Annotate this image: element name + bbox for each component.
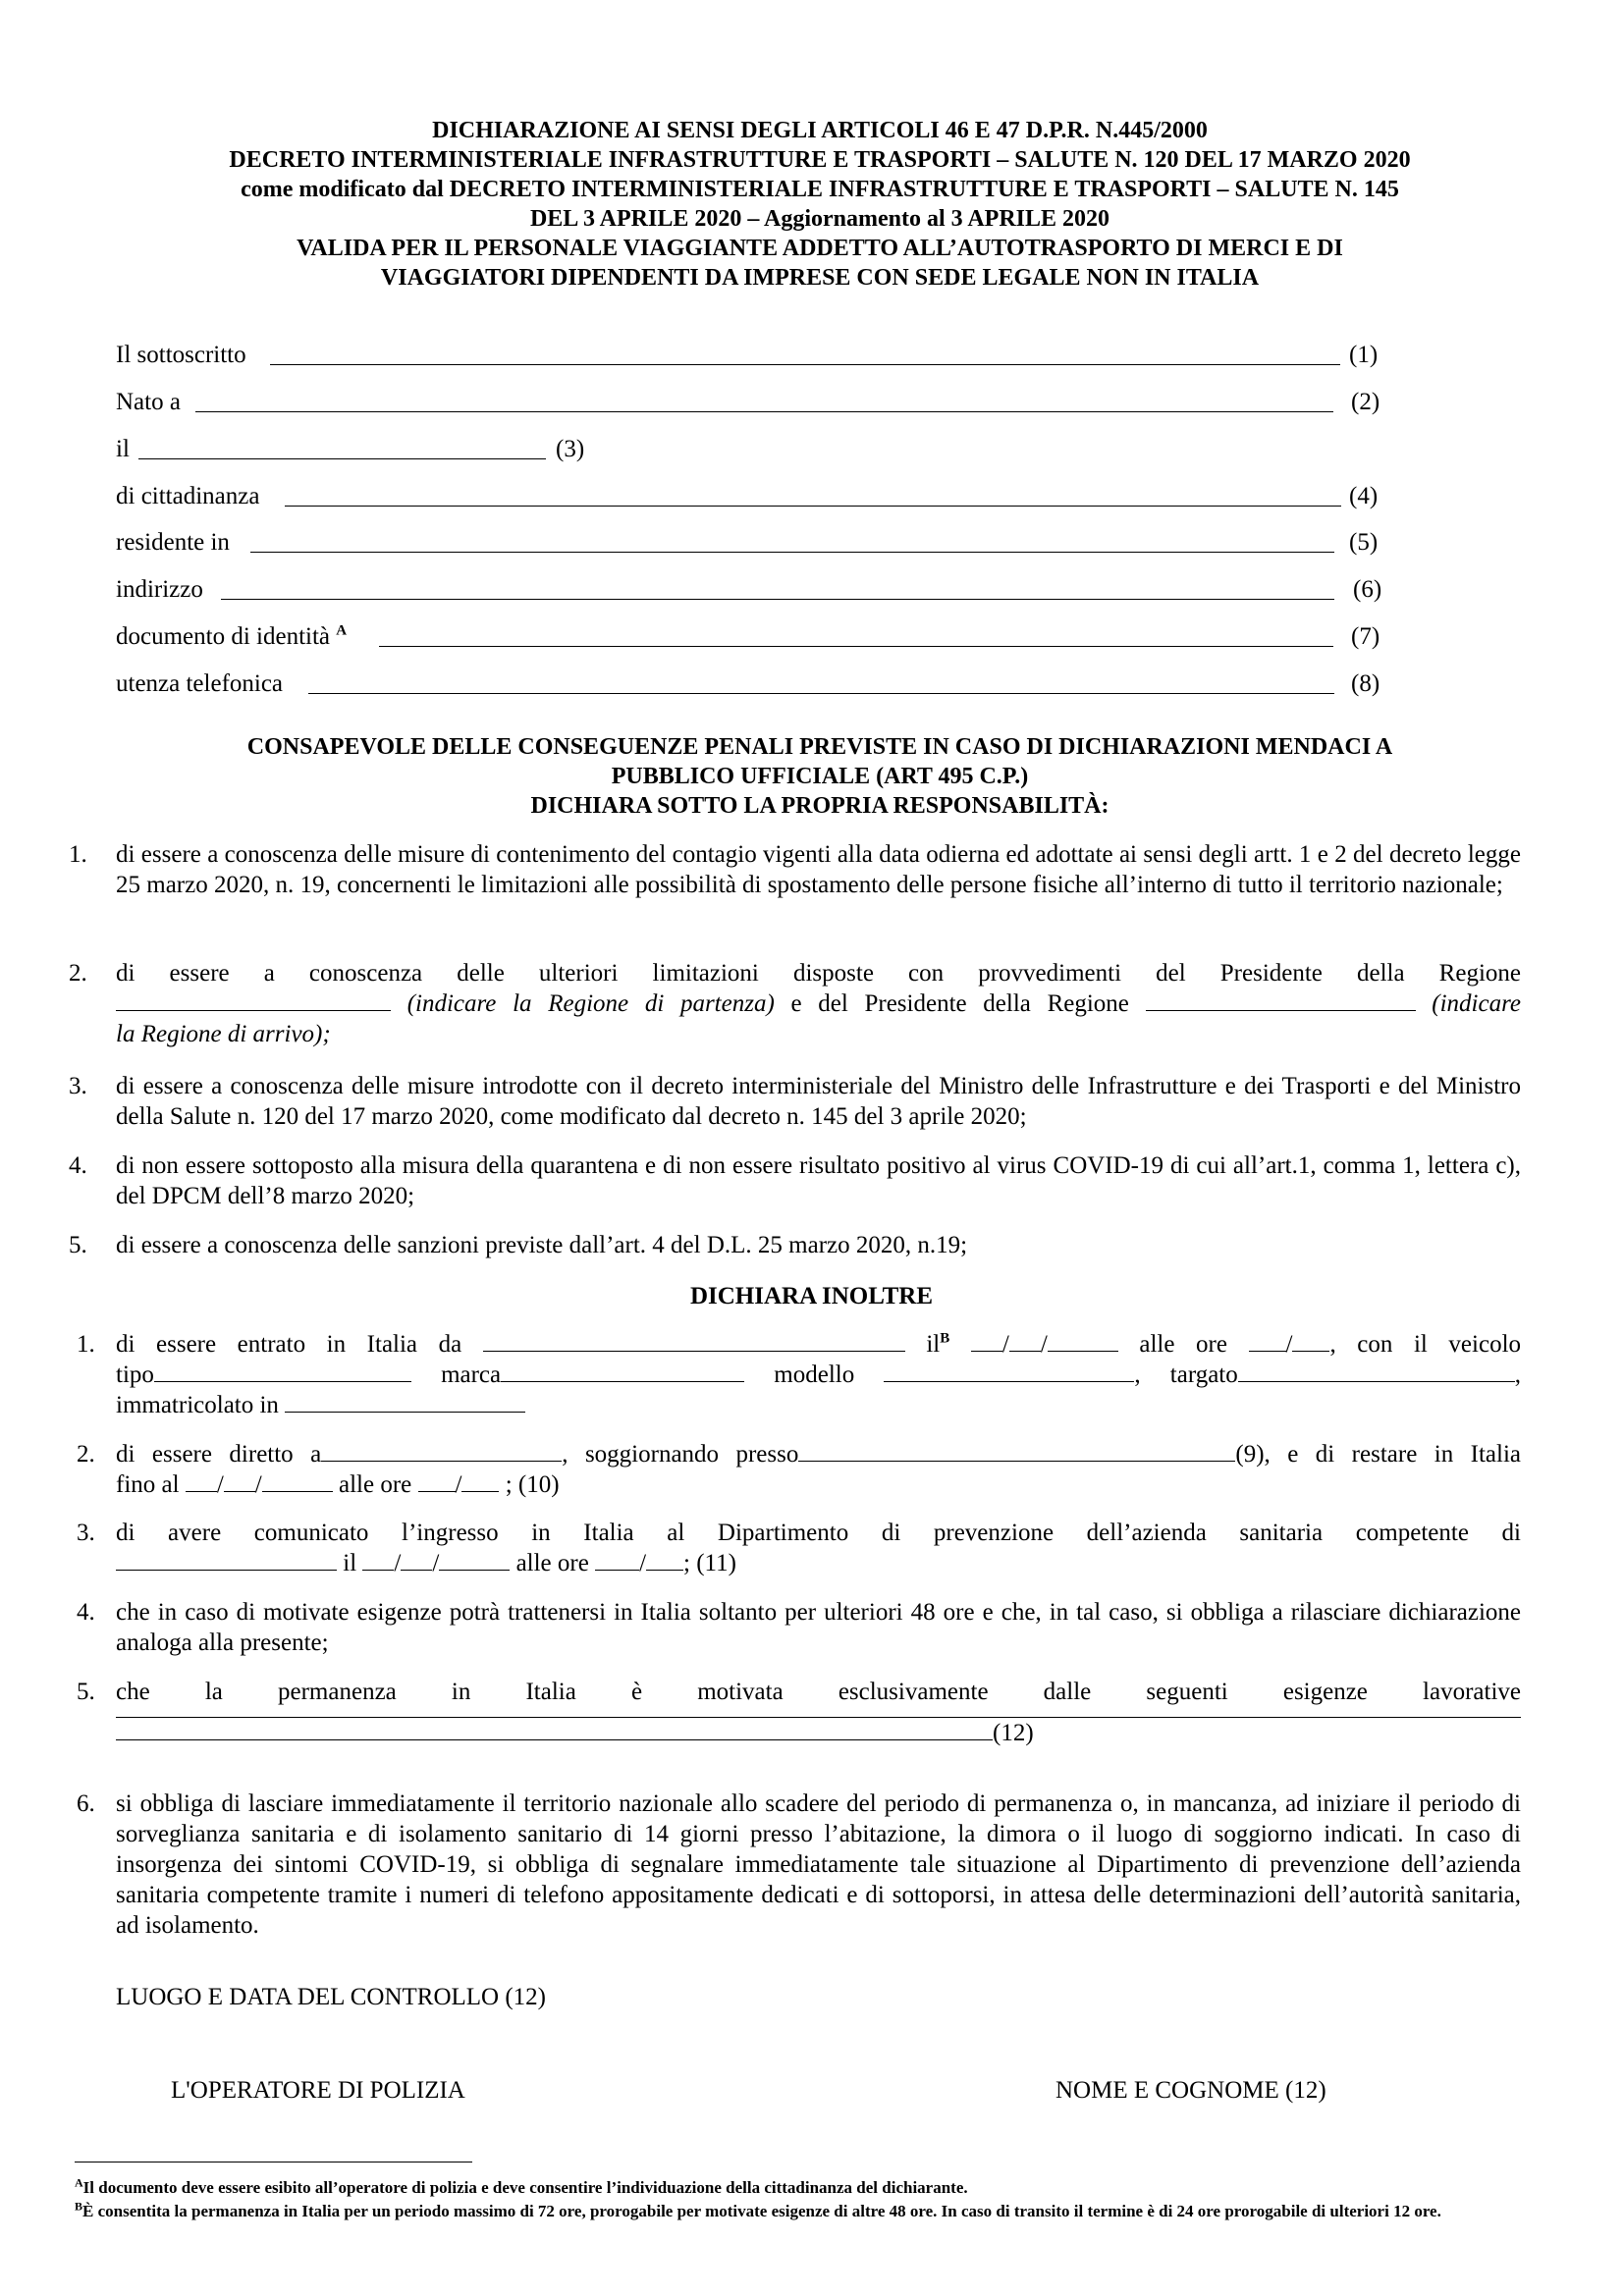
item-text-fragment: ; (11)	[683, 1550, 736, 1576]
item-number: 6.	[77, 1790, 95, 1817]
item-text-line: che la permanenza in Italia è motivata esclusivamente dalle seguenti esigenze lavorative	[116, 1679, 1521, 1705]
field-sottoscritto	[116, 341, 1392, 370]
hint-arrivo: (indicare	[1432, 990, 1521, 1017]
dichiara-item-4	[0, 1150, 1532, 1213]
consapevole-line: PUBBLICO UFFICIALE (ART 495 C.P.)	[611, 764, 1029, 789]
header-line: come modificato dal DECRETO INTERMINISTERIALE INFRASTRUTTURE E TRASPORTI – SALUTE N. 145	[241, 177, 1399, 202]
item-text-line	[116, 1360, 1521, 1390]
dichiara-heading: DICHIARA SOTTO LA PROPRIA RESPONSABILITÀ:	[530, 793, 1109, 819]
field-number: (4)	[1349, 483, 1379, 509]
item-text: di essere a conoscenza delle misure introdotte con il decreto interministeriale del Ministro delle Infrastrutture e dei Trasporti e del Ministro della Salute n. 120 del 17 marzo 2020, come modificato dal decreto n. 145 del 3 aprile 2020;	[116, 1073, 1521, 1130]
fino-giorno-input[interactable]	[186, 1469, 217, 1492]
nato-a-input[interactable]	[195, 411, 1333, 412]
item-number: 1.	[77, 1331, 95, 1358]
item-text-line: di essere a conoscenza delle ulteriori limitazioni disposte con provvedimenti del Presidente della Regione	[116, 960, 1521, 987]
field-data-nascita	[116, 435, 705, 464]
consapevole-line: CONSAPEVOLE DELLE CONSEGUENZE PENALI PREVISTE IN CASO DI DICHIARAZIONI MENDACI A	[246, 734, 1393, 760]
residenza-input[interactable]	[250, 552, 1334, 553]
item-text-fragment: (12)	[993, 1720, 1034, 1746]
fino-anno-input[interactable]	[262, 1469, 333, 1492]
field-indirizzo	[116, 575, 1392, 605]
item-text	[116, 1439, 1521, 1500]
fino-minuti-input[interactable]	[461, 1469, 499, 1492]
footnote-a	[75, 2177, 1528, 2199]
comunicazione-minuti-input[interactable]	[646, 1548, 683, 1571]
item-text-fragment: alle ore	[338, 1471, 412, 1498]
nome-cognome: NOME E COGNOME (12)	[1055, 2077, 1326, 2104]
item-text-fragment: e del Presidente della Regione	[790, 990, 1129, 1017]
item-text-fragment: modello	[774, 1362, 855, 1388]
item-text-fragment: ,	[1514, 1362, 1521, 1388]
dichiara-item-2	[0, 958, 1532, 1051]
comunicazione-anno-input[interactable]	[439, 1548, 510, 1571]
footnote-mark: A	[75, 2175, 83, 2190]
item-text-fragment: alle ore	[515, 1550, 589, 1576]
dichiara-inoltre-heading: DICHIARA INOLTRE	[689, 1283, 934, 1309]
ingresso-ora-input[interactable]	[1249, 1329, 1286, 1352]
item-text-fragment: il	[343, 1550, 357, 1576]
inoltre-item-1	[0, 1329, 1532, 1422]
veicolo-marca-input[interactable]	[501, 1360, 744, 1382]
cittadinanza-input[interactable]	[285, 506, 1341, 507]
header-line: DICHIARAZIONE AI SENSI DEGLI ARTICOLI 46 E 47 D.P.R. N.445/2000	[432, 118, 1208, 143]
footnote-text: Il documento deve essere esibito all’operatore di polizia e deve consentire l’individuazione della cittadinanza del dichiarante.	[82, 2178, 968, 2197]
item-number: 4.	[77, 1599, 95, 1626]
veicolo-tipo-input[interactable]	[154, 1360, 411, 1382]
header-line: DECRETO INTERMINISTERIALE INFRASTRUTTURE E TRASPORTI – SALUTE N. 120 DEL 17 MARZO 2020	[229, 147, 1411, 173]
item-number: 3.	[77, 1520, 95, 1546]
item-text	[116, 1518, 1521, 1578]
luogo-data-controllo: LUOGO E DATA DEL CONTROLLO (12)	[116, 1984, 546, 2010]
indirizzo-input[interactable]	[221, 599, 1334, 600]
field-label: Nato a	[116, 389, 181, 415]
comunicazione-mese-input[interactable]	[401, 1548, 432, 1571]
esigenze-lavorative-input-2[interactable]	[116, 1718, 993, 1740]
hint-arrivo-cont: la Regione di arrivo);	[116, 1021, 331, 1047]
dichiara-item-3	[0, 1071, 1532, 1134]
field-residenza	[116, 528, 1392, 558]
footnote-b	[75, 2201, 1528, 2222]
inoltre-item-2	[0, 1439, 1532, 1502]
header-line: VIAGGIATORI DIPENDENTI DA IMPRESE CON SEDE LEGALE NON IN ITALIA	[380, 265, 1260, 291]
asl-competente-input[interactable]	[116, 1548, 337, 1571]
sottoscritto-input[interactable]	[270, 364, 1340, 365]
field-number: (7)	[1351, 623, 1380, 650]
field-label: residente in	[116, 529, 230, 556]
field-label: il	[116, 436, 130, 462]
field-number: (3)	[556, 436, 585, 462]
item-text-fragment: marca	[441, 1362, 502, 1388]
dichiara-item-5	[0, 1230, 1532, 1261]
immatricolazione-input[interactable]	[285, 1390, 525, 1413]
header-line: DEL 3 APRILE 2020 – Aggiornamento al 3 APRILE 2020	[529, 206, 1110, 232]
header-line: VALIDA PER IL PERSONALE VIAGGIANTE ADDETTO ALL’AUTOTRASPORTO DI MERCI E DI	[297, 236, 1343, 261]
footnote-ref-a: A	[336, 622, 348, 639]
footnote-text: È consentita la permanenza in Italia per un periodo massimo di 72 ore, prorogabile per motivate esigenze di altre 48 ore. In caso di transito il termine è di 24 ore prorogabile di ulteriori 12 ore.	[82, 2202, 1441, 2220]
item-text: di non essere sottoposto alla misura della quarantena e di non essere risultato positivo al virus COVID-19 di cui all’art.1, comma 1, lettera c), del DPCM dell’8 marzo 2020;	[116, 1152, 1521, 1209]
footnote-ref-b: B	[940, 1330, 950, 1347]
document-header	[118, 116, 1522, 293]
field-telefono	[116, 669, 1392, 699]
ingresso-anno-input[interactable]	[1048, 1329, 1118, 1352]
field-number: (8)	[1351, 670, 1380, 697]
item-number: 1.	[69, 841, 87, 868]
ingresso-mese-input[interactable]	[1009, 1329, 1041, 1352]
comunicazione-ora-input[interactable]	[595, 1548, 639, 1571]
operatore-polizia: L'OPERATORE DI POLIZIA	[171, 2077, 465, 2104]
documento-input[interactable]	[379, 646, 1333, 647]
regione-arrivo-input[interactable]	[1146, 988, 1416, 1011]
item-text-fragment: di essere diretto a	[116, 1441, 322, 1468]
field-documento	[116, 622, 1392, 652]
data-nascita-input[interactable]	[138, 458, 546, 459]
item-text-line: di avere comunicato l’ingresso in Italia al Dipartimento di prevenzione dell’azienda sanitaria competente di	[116, 1520, 1521, 1546]
item-text	[116, 958, 1521, 1049]
footnote-divider	[75, 2162, 472, 2163]
item-text-fragment: fino al	[116, 1471, 180, 1498]
item-text-fragment: di essere entrato in Italia da	[116, 1331, 462, 1358]
telefono-input[interactable]	[308, 693, 1334, 694]
veicolo-modello-input[interactable]	[884, 1360, 1134, 1382]
item-text-fragment: tipo	[116, 1362, 154, 1388]
item-text-fragment: , soggiornando presso	[562, 1441, 799, 1468]
item-text-line: il / / alle ore / ; (11)	[116, 1548, 1521, 1578]
item-text	[116, 1329, 1521, 1420]
consapevole-heading	[118, 732, 1522, 821]
comunicazione-giorno-input[interactable]	[362, 1548, 394, 1571]
item-number: 5.	[77, 1679, 95, 1705]
item-number: 2.	[77, 1441, 95, 1468]
item-number: 3.	[69, 1073, 87, 1099]
item-text-fragment: ; (10)	[505, 1471, 560, 1498]
field-cittadinanza	[116, 482, 1392, 511]
dichiara-item-1	[0, 839, 1532, 933]
item-text: si obbliga di lasciare immediatamente il territorio nazionale allo scadere del periodo di permanenza o, in mancanza, ad iniziare il periodo di sorveglianza sanitaria e di isolamento sanitario di 14 giorni presso l’abitazione, la dimora o il luogo di soggiorno indicati. In caso di insorgenza dei sintomi COVID-19, si obbliga di segnalare immediatamente tale situazione al Dipartimento di prevenzione dell’azienda sanitaria competente tramite i numeri di telefono appositamente dedicati e di sottoporsi, in attesa delle determinazioni dell’autorità sanitaria, ad isolamento.	[116, 1790, 1521, 1939]
field-number: (5)	[1349, 529, 1379, 556]
item-text-fragment: immatricolato in	[116, 1392, 279, 1418]
item-text-line	[116, 1439, 1521, 1469]
item-number: 2.	[69, 960, 87, 987]
field-label: di cittadinanza	[116, 483, 260, 509]
field-number: (6)	[1353, 576, 1382, 603]
esigenze-lavorative-input[interactable]	[116, 1707, 1521, 1718]
inoltre-item-3	[0, 1518, 1532, 1580]
field-label: documento di identità $^A$	[116, 622, 348, 650]
item-text-fragment: il	[926, 1331, 941, 1358]
fino-mese-input[interactable]	[224, 1469, 255, 1492]
soggiorno-presso-input[interactable]	[798, 1439, 1235, 1462]
item-text: di essere a conoscenza delle misure di contenimento del contagio vigenti alla data odierna ed adottate ai sensi degli artt. 1 e 2 del decreto legge 25 marzo 2020, n. 19, concernenti le limitazioni alle possibilità di spostamento delle persone fisiche all’interno di tutto il territorio nazionale;	[116, 841, 1521, 898]
item-text	[116, 1677, 1521, 1748]
item-text: di essere a conoscenza delle sanzioni previste dall’art. 4 del D.L. 25 marzo 2020, n.19;	[116, 1232, 968, 1258]
item-number: 5.	[69, 1232, 87, 1258]
fino-ora-input[interactable]	[418, 1469, 456, 1492]
item-text-line	[116, 1718, 1521, 1748]
item-text-line	[116, 1390, 1521, 1420]
item-text-line: fino al / / alle ore / ; (10)	[116, 1471, 560, 1498]
item-text: che in caso di motivate esigenze potrà trattenersi in Italia soltanto per ulteriori 48 ore e che, in tal caso, si obbliga a rilasciare dichiarazione analoga alla presente;	[116, 1599, 1521, 1656]
item-text-fragment: (9), e di restare in Italia	[1235, 1441, 1521, 1468]
item-text-fragment: , con il veicolo	[1329, 1331, 1522, 1358]
item-text-line: di essere entrato in Italia da $il^B$ / / alle ore / , con il veicolo	[116, 1330, 1522, 1358]
field-nato-a	[116, 388, 1392, 417]
destinazione-input[interactable]	[321, 1439, 562, 1462]
footnote-mark: B	[75, 2199, 83, 2214]
inoltre-item-5	[0, 1677, 1532, 1775]
item-text-line	[116, 988, 1521, 1019]
field-label: utenza telefonica	[116, 670, 284, 697]
field-label: indirizzo	[116, 576, 203, 603]
ingresso-minuti-input[interactable]	[1292, 1329, 1329, 1352]
field-number: (1)	[1349, 342, 1379, 368]
ingresso-giorno-input[interactable]	[971, 1329, 1002, 1352]
field-label: Il sottoscritto	[116, 342, 246, 368]
inoltre-item-6	[0, 1789, 1532, 1946]
inoltre-item-4	[0, 1597, 1532, 1660]
field-number: (2)	[1351, 389, 1380, 415]
regione-partenza-input[interactable]	[116, 988, 391, 1011]
hint-partenza: (indicare la Regione di partenza)	[406, 990, 775, 1017]
provenienza-input[interactable]	[483, 1329, 905, 1352]
item-text-fragment: alle ore	[1139, 1331, 1227, 1358]
item-text-fragment: , targato	[1134, 1362, 1238, 1388]
item-number: 4.	[69, 1152, 87, 1179]
veicolo-targa-input[interactable]	[1238, 1360, 1515, 1382]
